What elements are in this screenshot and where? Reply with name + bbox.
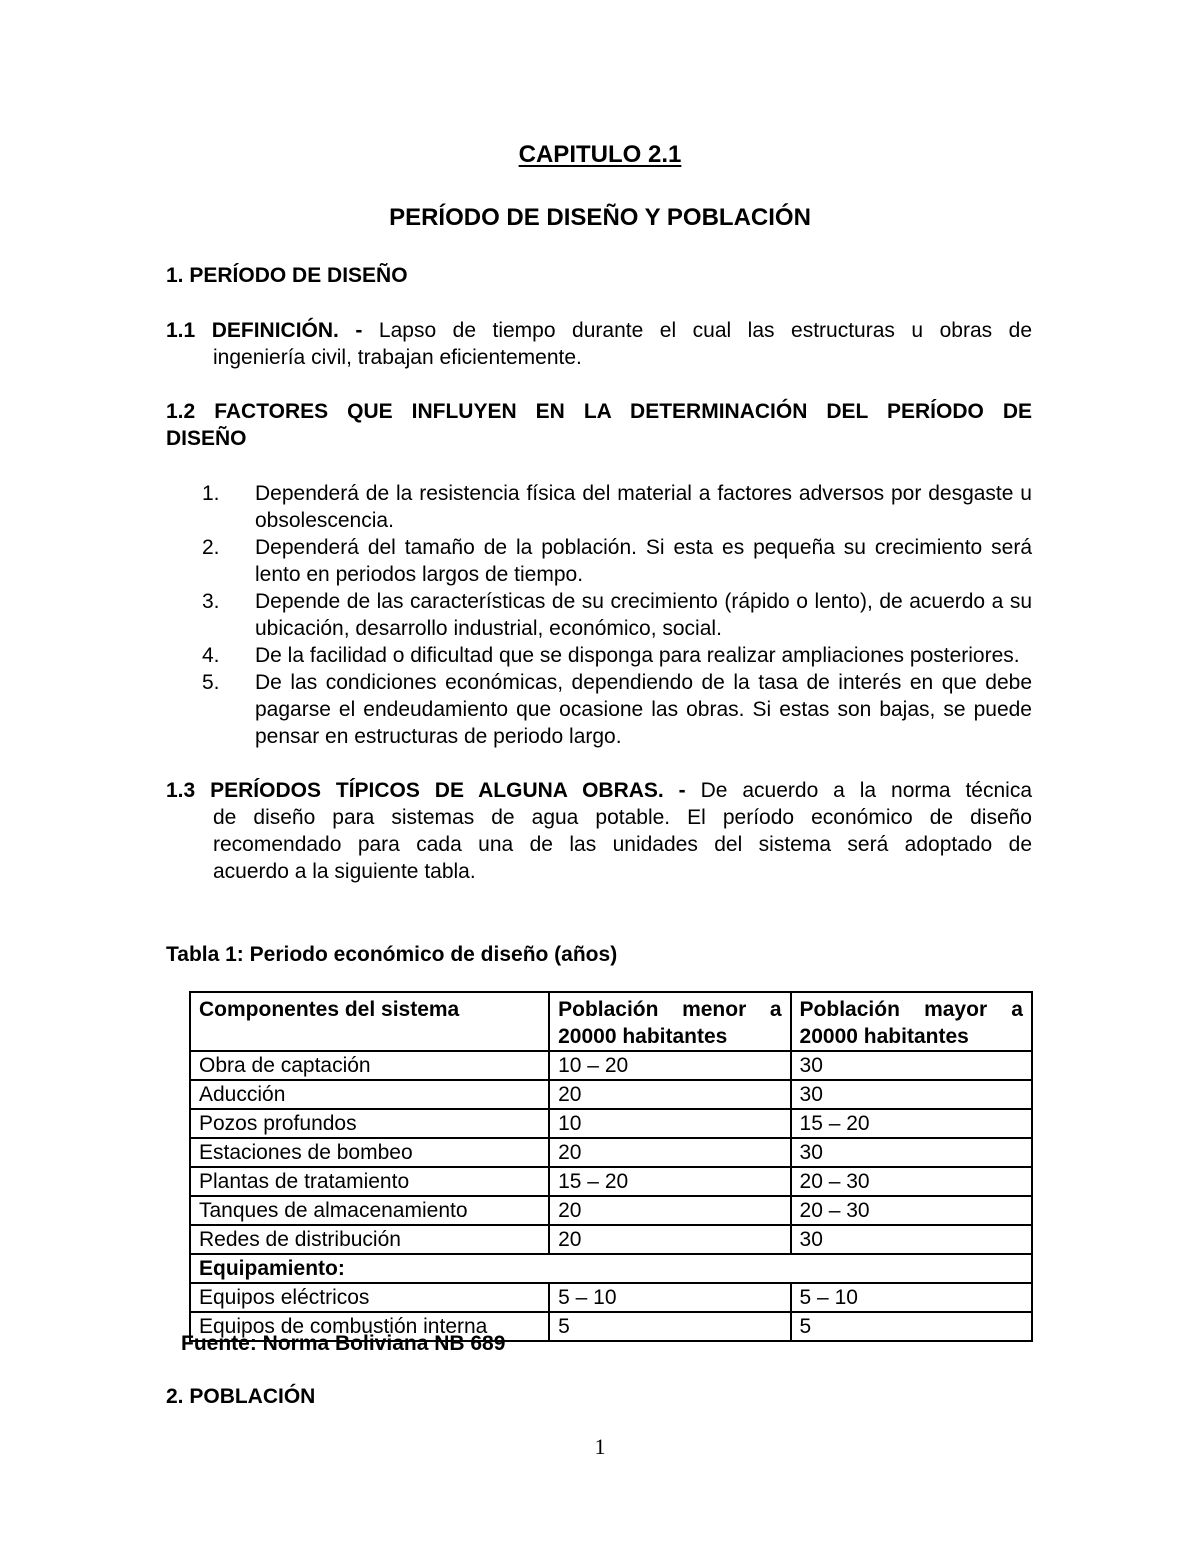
list-item-text: Depende de las características de su crecimiento (rápido o lento), de acuerdo a su ubicación, desarrollo industrial, económico, social. <box>255 590 1032 640</box>
table-header-cell: Población mayor a 20000 habitantes <box>791 992 1032 1051</box>
typical-text-1: De acuerdo a la norma técnica <box>700 779 1032 802</box>
typical-line-4: acuerdo a la siguiente tabla. <box>213 860 476 883</box>
definition-line-1 <box>166 317 1032 344</box>
table-source: Fuente: Norma Boliviana NB 689 <box>181 1332 506 1355</box>
table-row <box>190 1138 1032 1167</box>
table-row <box>190 1283 1032 1312</box>
table-row <box>190 1080 1032 1109</box>
table-cell: Equipos de combustión interna <box>190 1312 549 1341</box>
table-cell: 20 <box>549 1196 790 1225</box>
table-section-row <box>190 1254 1032 1283</box>
typical-line-2: de diseño para sistemas de agua potable. El período económico de diseño <box>213 806 1032 829</box>
table-row <box>190 1225 1032 1254</box>
table-caption: Tabla 1: Periodo económico de diseño (años) <box>166 943 618 966</box>
definition-text-1: Lapso de tiempo durante el cual las estructuras u obras de <box>378 319 1033 342</box>
table-cell: 20 – 30 <box>791 1167 1032 1196</box>
table-cell: 5 – 10 <box>791 1283 1032 1312</box>
list-item <box>166 642 1032 669</box>
factors-heading-line-1: 1.2 FACTORES QUE INFLUYEN EN LA DETERMINACIÓN DEL PERÍODO DE <box>166 400 1032 423</box>
list-item-number: 4. <box>202 644 220 667</box>
table-cell: 20 – 30 <box>791 1196 1032 1225</box>
table-header-cell: Componentes del sistema <box>190 992 549 1051</box>
table-cell: 15 – 20 <box>549 1167 790 1196</box>
table-cell: 10 – 20 <box>549 1051 790 1080</box>
table-cell: 5 <box>549 1312 790 1341</box>
table-row <box>190 1051 1032 1080</box>
table-section-cell: Equipamiento: <box>190 1254 1032 1283</box>
table-header-row <box>190 992 1032 1051</box>
table-cell: 30 <box>791 1051 1032 1080</box>
chapter-title: CAPITULO 2.1 <box>518 141 682 168</box>
list-item-number: 2. <box>202 536 220 559</box>
table-row <box>190 1109 1032 1138</box>
list-item-text: Dependerá de la resistencia física del material a factores adversos por desgaste u obsolescencia. <box>255 482 1032 532</box>
list-item-number: 5. <box>202 671 220 694</box>
table-cell: Plantas de tratamiento <box>190 1167 549 1196</box>
definition-paragraph <box>166 317 1032 371</box>
factors-list <box>166 480 1032 750</box>
definition-line-2: ingeniería civil, trabajan eficientemente. <box>213 346 582 369</box>
list-item-text: Dependerá del tamaño de la población. Si esta es pequeña su crecimiento será lento en periodos largos de tiempo. <box>255 536 1032 586</box>
table-cell: Aducción <box>190 1080 549 1109</box>
typical-periods-paragraph <box>166 777 1032 885</box>
table-cell: 20 <box>549 1225 790 1254</box>
factors-heading-line-2: DISEÑO <box>166 427 247 450</box>
table-cell: 5 <box>791 1312 1032 1341</box>
table-row <box>190 1196 1032 1225</box>
table-cell: Pozos profundos <box>190 1109 549 1138</box>
list-item <box>166 480 1032 534</box>
typical-line-3: recomendado para cada una de las unidades del sistema será adoptado de <box>213 833 1032 856</box>
table-cell: 5 – 10 <box>549 1283 790 1312</box>
table-cell: Tanques de almacenamiento <box>190 1196 549 1225</box>
table-cell: 15 – 20 <box>791 1109 1032 1138</box>
list-item-number: 3. <box>202 590 220 613</box>
section-heading-periodo: 1. PERÍODO DE DISEÑO <box>166 264 408 287</box>
list-item-text: De la facilidad o dificultad que se disponga para realizar ampliaciones posteriores. <box>255 644 1020 667</box>
list-item-number: 1. <box>202 482 220 505</box>
list-item-text: De las condiciones económicas, dependiendo de la tasa de interés en que debe pagarse el endeudamiento que ocasione las obras. Si estas son bajas, se puede pensar en estructuras de periodo largo. <box>255 671 1032 748</box>
page-title: PERÍODO DE DISEÑO Y POBLACIÓN <box>389 204 811 231</box>
table-cell: 10 <box>549 1109 790 1138</box>
typical-line-1 <box>166 777 1032 804</box>
typical-label: 1.3 PERÍODOS TÍPICOS DE ALGUNA OBRAS. - <box>166 779 686 802</box>
table-cell: Obra de captación <box>190 1051 549 1080</box>
table-row <box>190 1167 1032 1196</box>
table-cell: Equipos eléctricos <box>190 1283 549 1312</box>
table-cell: 30 <box>791 1138 1032 1167</box>
section-heading-poblacion: 2. POBLACIÓN <box>166 1385 316 1408</box>
table-cell: Redes de distribución <box>190 1225 549 1254</box>
table-cell: 30 <box>791 1225 1032 1254</box>
page-number: 1 <box>594 1434 606 1459</box>
table-cell: 20 <box>549 1080 790 1109</box>
table-cell: 30 <box>791 1080 1032 1109</box>
factors-heading <box>166 398 1032 452</box>
list-item <box>166 534 1032 588</box>
design-period-table <box>189 991 1033 1342</box>
definition-label: 1.1 DEFINICIÓN. - <box>166 319 363 342</box>
table-header-cell: Población menor a 20000 habitantes <box>549 992 790 1051</box>
list-item <box>166 669 1032 750</box>
table-cell: 20 <box>549 1138 790 1167</box>
table-cell: Estaciones de bombeo <box>190 1138 549 1167</box>
list-item <box>166 588 1032 642</box>
